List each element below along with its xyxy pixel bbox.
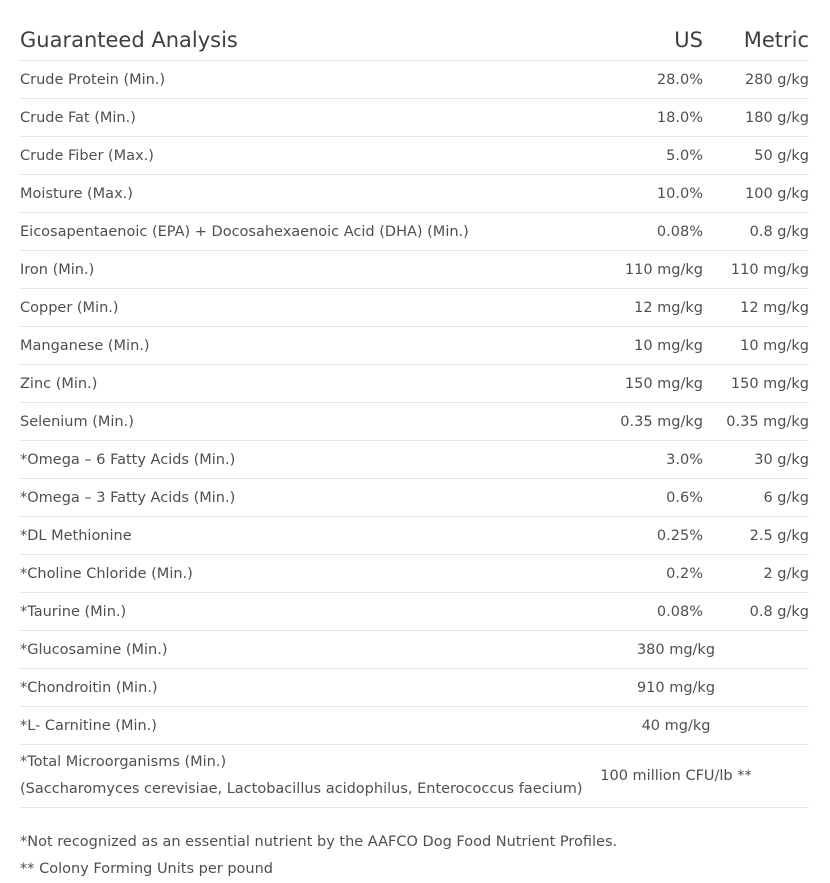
nutrient-name: Crude Protein (Min.) [20,61,543,99]
value-us: 10 mg/kg [543,327,703,365]
table-row [20,631,809,669]
microorganisms-name: *Total Microorganisms (Min.) [20,754,227,770]
nutrient-name: Manganese (Min.) [20,327,543,365]
table-body [20,61,809,808]
value-us: 0.08% [543,213,703,251]
nutrient-name: Copper (Min.) [20,289,543,327]
table-row [20,593,809,631]
value-us: 110 mg/kg [543,251,703,289]
value-us: 0.6% [543,479,703,517]
nutrient-name: *Omega – 6 Fatty Acids (Min.) [20,441,543,479]
nutrient-name: Crude Fat (Min.) [20,99,543,137]
nutrient-name: *Taurine (Min.) [20,593,543,631]
nutrient-name: *Omega – 3 Fatty Acids (Min.) [20,479,543,517]
value-us: 28.0% [543,61,703,99]
value-metric: 150 mg/kg [703,365,809,403]
table-row [20,441,809,479]
value-us: 0.08% [543,593,703,631]
table-row [20,479,809,517]
value-combined: 40 mg/kg [543,707,809,745]
table-row [20,327,809,365]
footnote-nutrient: *Not recognized as an essential nutrient by the AAFCO Dog Food Nutrient Profiles. [20,834,618,850]
value-metric: 0.8 g/kg [703,213,809,251]
value-metric: 30 g/kg [703,441,809,479]
nutrient-name: Moisture (Max.) [20,175,543,213]
table-row [20,251,809,289]
nutrient-name: Eicosapentaenoic (EPA) + Docosahexaenoic Acid (DHA) (Min.) [20,213,543,251]
microorganisms-value: 100 million CFU/lb ** [543,745,809,808]
value-us: 18.0% [543,99,703,137]
value-metric: 10 mg/kg [703,327,809,365]
column-header-metric: Metric [703,20,809,61]
value-metric: 2.5 g/kg [703,517,809,555]
nutrient-name: *Choline Chloride (Min.) [20,555,543,593]
table-row-microorganisms [20,745,809,808]
table-row [20,289,809,327]
value-us: 0.25% [543,517,703,555]
table-row [20,61,809,99]
table-row [20,365,809,403]
nutrient-name-cell [20,745,583,808]
guaranteed-analysis-section [20,20,809,883]
guaranteed-analysis-table [20,20,809,808]
value-metric: 110 mg/kg [703,251,809,289]
nutrient-name: *L- Carnitine (Min.) [20,707,543,745]
value-metric: 6 g/kg [703,479,809,517]
table-row [20,137,809,175]
table-row [20,555,809,593]
value-metric: 280 g/kg [703,61,809,99]
nutrient-name: Zinc (Min.) [20,365,543,403]
value-metric: 50 g/kg [703,137,809,175]
value-combined: 910 mg/kg [543,669,809,707]
value-us: 150 mg/kg [543,365,703,403]
footnote-cfu: ** Colony Forming Units per pound [20,861,273,877]
value-us: 0.35 mg/kg [543,403,703,441]
value-metric: 0.35 mg/kg [703,403,809,441]
table-row [20,213,809,251]
table-title: Guaranteed Analysis [20,20,543,61]
nutrient-name: Selenium (Min.) [20,403,543,441]
value-metric: 12 mg/kg [703,289,809,327]
table-row [20,175,809,213]
value-metric: 100 g/kg [703,175,809,213]
nutrient-name: *Glucosamine (Min.) [20,631,543,669]
nutrient-name: Iron (Min.) [20,251,543,289]
nutrient-name: Crude Fiber (Max.) [20,137,543,175]
value-us: 5.0% [543,137,703,175]
nutrient-name: *Chondroitin (Min.) [20,669,543,707]
value-metric: 2 g/kg [703,555,809,593]
nutrient-name: *DL Methionine [20,517,543,555]
microorganisms-detail: (Saccharomyces cerevisiae, Lactobacillus acidophilus, Enterococcus faecium) [20,781,583,797]
table-row [20,403,809,441]
table-row [20,517,809,555]
value-metric: 0.8 g/kg [703,593,809,631]
value-us: 10.0% [543,175,703,213]
value-us: 0.2% [543,555,703,593]
table-row [20,707,809,745]
value-us: 12 mg/kg [543,289,703,327]
table-row [20,99,809,137]
value-us: 3.0% [543,441,703,479]
table-row [20,669,809,707]
column-header-us: US [543,20,703,61]
table-header-row [20,20,809,61]
value-metric: 180 g/kg [703,99,809,137]
value-combined: 380 mg/kg [543,631,809,669]
